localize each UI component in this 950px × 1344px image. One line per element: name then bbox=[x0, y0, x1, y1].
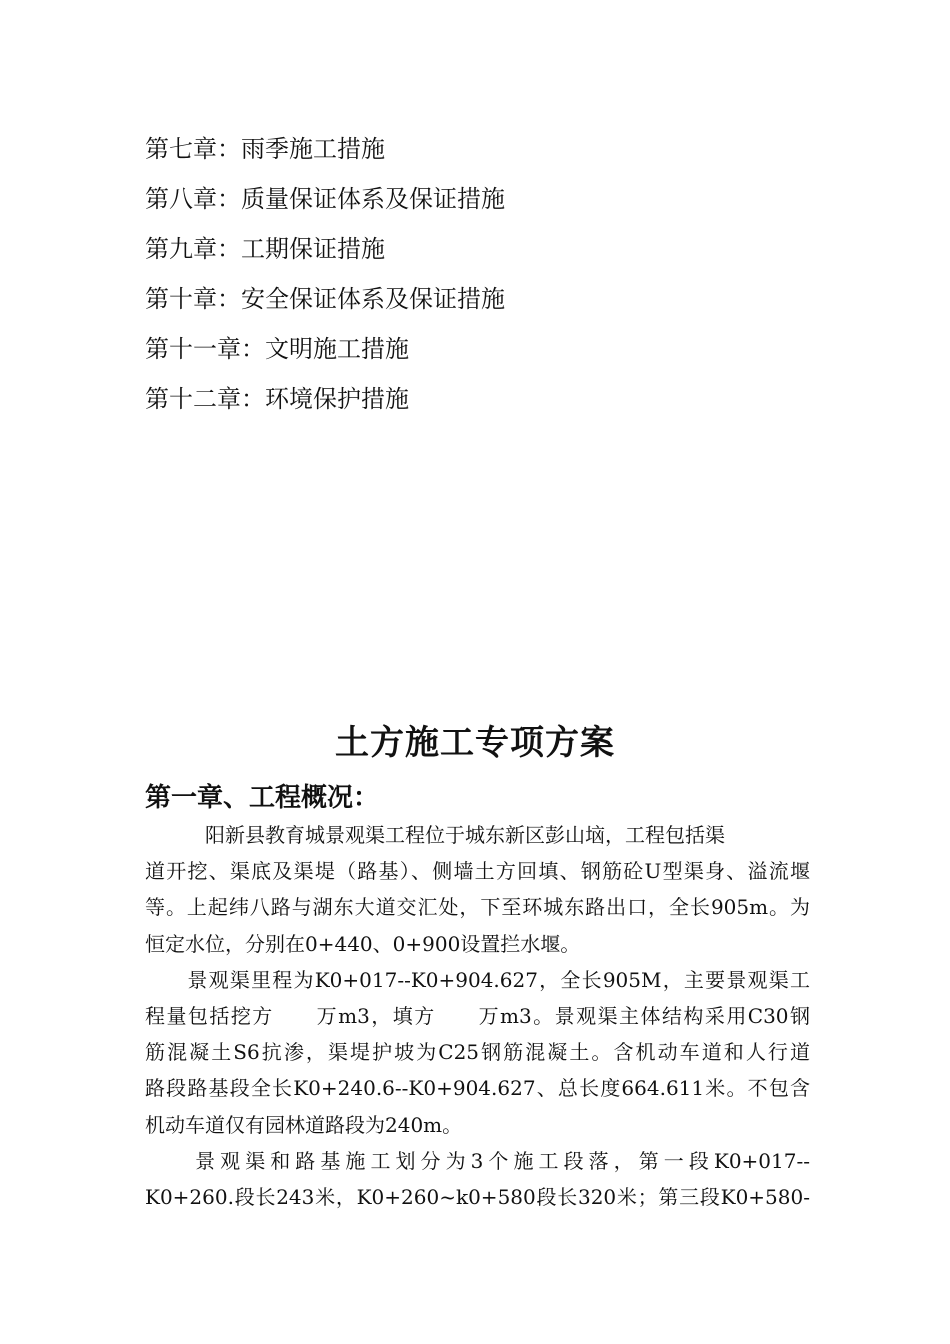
paragraph-line: K0+260.段长243米，K0+260~k0+580段长320米；第三段K0+580- bbox=[145, 1184, 810, 1209]
toc-item-chapter-12: 第十二章：环境保护措施 bbox=[145, 385, 409, 413]
paragraph-line: 景观渠里程为K0+017--K0+904.627，全长905M，主要景观渠工 bbox=[145, 967, 810, 992]
chapter-heading: 第一章、工程概况： bbox=[145, 783, 380, 813]
toc-item-chapter-11: 第十一章：文明施工措施 bbox=[145, 335, 409, 363]
paragraph-line: 阳新县教育城景观渠工程位于城东新区彭山垴，工程包括渠 bbox=[145, 823, 725, 847]
paragraph-line: 恒定水位，分别在0+440、0+900设置拦水堰。 bbox=[145, 931, 581, 956]
toc-item-chapter-10: 第十章：安全保证体系及保证措施 bbox=[145, 285, 505, 313]
table-of-contents bbox=[145, 128, 825, 428]
toc-item-chapter-7: 第七章：雨季施工措施 bbox=[145, 135, 385, 163]
toc-item-chapter-9: 第九章：工期保证措施 bbox=[145, 235, 385, 263]
toc-item-chapter-8: 第八章：质量保证体系及保证措施 bbox=[145, 185, 505, 213]
paragraph-line: 机动车道仅有园林道路段为240m。 bbox=[145, 1112, 463, 1137]
document-title: 土方施工专项方案 bbox=[335, 723, 615, 763]
paragraph-line: 程量包括挖方 万m3，填方 万m3。景观渠主体结构采用C30钢 bbox=[145, 1003, 810, 1028]
paragraph-line: 等。上起纬八路与湖东大道交汇处，下至环城东路出口，全长905m。为 bbox=[145, 895, 810, 920]
body-text bbox=[145, 817, 810, 1215]
paragraph-line: 筋混凝土S6抗渗，渠堤护坡为C25钢筋混凝土。含机动车道和人行道 bbox=[145, 1040, 810, 1065]
paragraph-line: 路段路基段全长K0+240.6--K0+904.627、总长度664.611米。不包含 bbox=[145, 1076, 810, 1101]
paragraph-line: 道开挖、渠底及渠堤（路基）、侧墙土方回填、钢筋砼U型渠身、溢流堰 bbox=[145, 859, 810, 884]
paragraph-line: 景观渠和路基施工划分为3个施工段落，第一段K0+017-- bbox=[145, 1148, 810, 1173]
